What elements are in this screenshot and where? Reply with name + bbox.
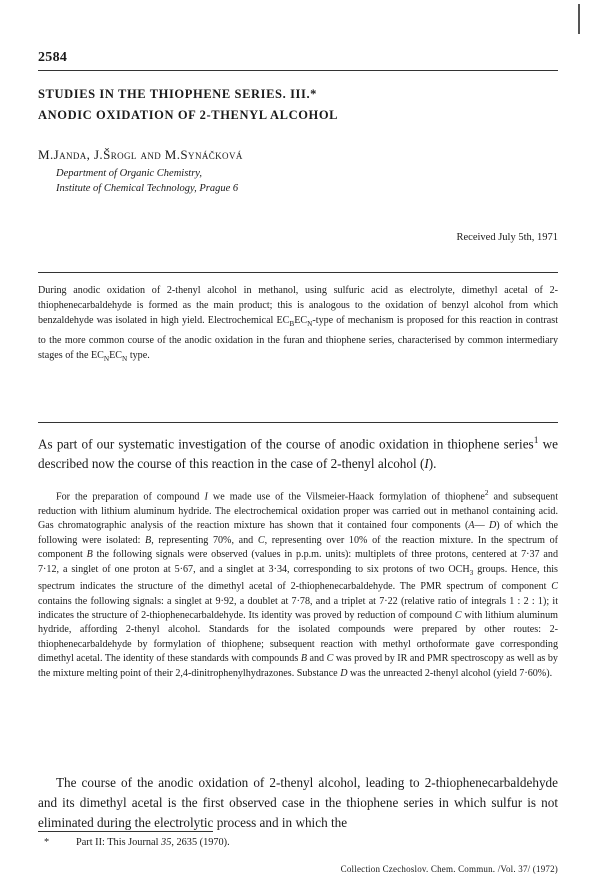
- footnote-volume: 35: [161, 837, 172, 848]
- affiliation: [56, 166, 238, 196]
- footnote-text: , 2635 (1970).: [171, 837, 230, 848]
- abstract-text: EC: [294, 315, 308, 327]
- abstract-subscript: N: [122, 354, 128, 363]
- footnote-mark: *: [44, 837, 50, 848]
- compound-label: C: [551, 581, 558, 593]
- footnote-rule: [38, 831, 213, 832]
- experimental-paragraph: [38, 486, 558, 681]
- journal-footer: Collection Czechoslov. Chem. Commun. /Vol. 37/ (1972): [340, 864, 558, 874]
- compound-label: B: [300, 653, 307, 665]
- affiliation-line-2: Institute of Chemical Technology, Prague 6: [56, 183, 239, 194]
- header-rule: [38, 70, 558, 71]
- compound-label: C: [257, 534, 265, 546]
- intro-text: we described now the course of this reaction in the case of 2-thenyl alcohol (: [38, 436, 558, 472]
- body-text: —: [474, 520, 489, 532]
- abstract-text: EC: [109, 349, 123, 361]
- discussion-paragraph: The course of the anodic oxidation of 2-thenyl alcohol, leading to 2-thiophenecarbaldehyde and its dimethyl acetal is the first observed case in the thiophene series in which sulfur is not eliminated during the electrolytic process and in which the: [38, 775, 558, 830]
- received-date: Received July 5th, 1971: [456, 232, 558, 243]
- abstract: [38, 283, 558, 367]
- abstract-text: -type of mechanism is proposed for this reaction in contrast to the more common course of the anodic oxidation in the furan and thiophene series, characterised by common intermediary stages of the EC: [38, 315, 558, 361]
- footnote: [44, 837, 230, 848]
- body-text: ) of which the following were isolated:: [38, 520, 558, 546]
- scan-corner-mark: [578, 4, 580, 34]
- abstract-top-rule: [38, 272, 558, 273]
- abstract-text: During anodic oxidation of 2-thenyl alcohol in methanol, using sulfuric acid as electrolyte, dimethyl acetal of 2-thiophenecarbaldehyde is formed as the main product; this is analogous to the oxidation of benzyl alcohol from which benzaldehyde was isolated in high yield. Electrochemical EC: [38, 285, 558, 327]
- page-number: 2584: [38, 50, 68, 65]
- compound-label: I: [204, 491, 208, 503]
- formula-subscript: 3: [469, 568, 474, 577]
- footnote-text: Part II: This Journal: [76, 837, 162, 848]
- abstract-text: type.: [127, 349, 150, 361]
- compound-label: C: [454, 610, 462, 621]
- body-text: the following signals were observed (values in p.p.m. units): multiplets of three protons, centered at 7·37 and 7·12, a singlet of one proton at 5·67, and a singlet at 3·34, corresponding to six protons of two OCH: [38, 549, 558, 575]
- abstract-subscript: B: [289, 320, 295, 329]
- body-text: was the unreacted 2-thenyl alcohol (yield 7·60%).: [347, 667, 553, 679]
- compound-label: A: [468, 520, 475, 532]
- body-text: and: [306, 653, 327, 665]
- intro-paragraph: [38, 431, 558, 474]
- body-text: we made use of the Vilsmeier-Haack formylation of thiophene: [207, 491, 485, 503]
- body-text: contains the following signals: a singlet at 9·92, a doublet at 7·78, and a triplet at 7·22 (relative ratio of integrals 1 : 2 : 1); it indicates the structure of 2-thiophenecarbaldehyde. Its identity was proved by reduction of compound: [38, 595, 558, 621]
- body-text: , representing over 10% of the reaction mixture. In the spectrum of component: [38, 534, 559, 561]
- body-text: and subsequent reduction with lithium aluminum hydride. The electrochemical oxidation proper was carried out in methanol containing acid. Gas chromatographic analysis of the reaction mixture has shown that it contained four components (: [38, 491, 558, 532]
- intro-text: ).: [428, 456, 437, 472]
- body-text: was proved by IR and PMR spectroscopy as well as by the mixture melting point of their 2,4-dinitrophenylhydrazones. Substance: [38, 653, 558, 679]
- body-text: For the preparation of compound: [56, 491, 205, 503]
- body-text: groups. Hence, this spectrum indicates the structure of the dimethyl acetal of 2-thiophenecarbaldehyde. The PMR spectrum of component: [38, 563, 558, 593]
- compound-label: D: [488, 520, 497, 532]
- citation-ref: 2: [484, 489, 489, 497]
- abstract-subscript: N: [307, 320, 313, 329]
- body-text: with lithium aluminum hydride, affording 2-thenyl alcohol. Standards for the isolated compounds were prepared by other routes: 2-thiophenecarbaldehyde by formylation of thiophene; subsequent reaction with methyl orthoformate gave corresponding dimethyl acetal. The identity of these standards with compounds: [38, 610, 558, 665]
- body-text: , representing 70%, and: [151, 534, 258, 546]
- citation-ref: 1: [533, 436, 539, 446]
- affiliation-line-1: Department of Organic Chemistry,: [56, 168, 203, 179]
- abstract-bottom-rule: [38, 422, 558, 423]
- compound-label: C: [326, 653, 334, 665]
- compound-label: D: [340, 667, 348, 679]
- title-line-2: ANODIC OXIDATION OF 2-THENYL ALCOHOL: [38, 108, 339, 122]
- compound-label: B: [86, 549, 93, 561]
- intro-text: As part of our systematic investigation of the course of anodic oxidation in thiophene series: [38, 436, 534, 452]
- title-line-1: STUDIES IN THE THIOPHENE SERIES. III.*: [38, 87, 318, 101]
- compound-label: B: [145, 534, 152, 546]
- compound-label: I: [424, 456, 429, 472]
- authors: M.Janda, J.Šrogl and M.Synáčková: [38, 147, 243, 162]
- article-title: [38, 84, 558, 126]
- abstract-subscript: N: [103, 354, 110, 363]
